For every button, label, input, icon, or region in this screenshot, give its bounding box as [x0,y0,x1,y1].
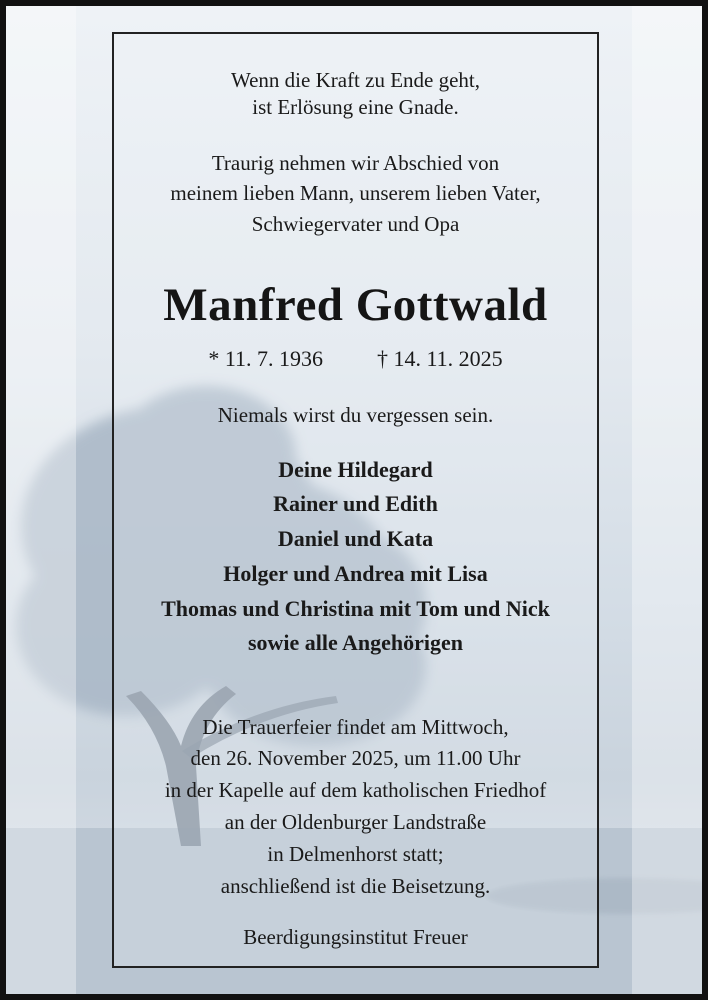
left-side-panel [6,6,76,994]
ceremony-line: in Delmenhorst statt; [267,842,444,866]
ceremony-line: in der Kapelle auf dem katholischen Friedhof [164,778,547,802]
motto-line: Wenn die Kraft zu Ende geht, [230,68,481,92]
intro-line: Traurig nehmen wir Abschied von [211,151,500,175]
intro-line: meinem lieben Mann, unserem lieben Vater, [170,181,541,205]
mourner-line: Rainer und Edith [273,491,438,516]
notice-content [114,34,597,966]
funeral-home: Beerdigungsinstitut Freuer [243,925,468,949]
life-dates [114,346,597,372]
right-side-panel [632,6,702,994]
motto-line: ist Erlösung eine Gnade. [252,95,459,119]
intro-line: Schwiegervater und Opa [251,212,460,236]
ceremony-line: den 26. November 2025, um 11.00 Uhr [190,746,521,770]
mourner-line: Holger und Andrea mit Lisa [223,561,488,586]
ceremony-line: an der Oldenburger Landstraße [224,810,487,834]
ceremony-line: Die Trauerfeier findet am Mittwoch, [202,715,509,739]
mourner-line: sowie alle Angehörigen [247,630,464,655]
mourner-line: Thomas und Christina mit Tom und Nick [161,596,550,621]
mourner-line: Deine Hildegard [278,457,433,482]
birth-date: * 11. 7. 1936 [208,346,323,371]
death-date: † 14. 11. 2025 [377,346,503,371]
remembrance-line: Niemals wirst du vergessen sein. [217,403,494,427]
notice-frame [112,32,599,968]
mourner-line: Daniel und Kata [277,526,434,551]
deceased-name: Manfred Gottwald [163,279,548,331]
ceremony-line: anschließend ist die Beisetzung. [220,874,491,898]
